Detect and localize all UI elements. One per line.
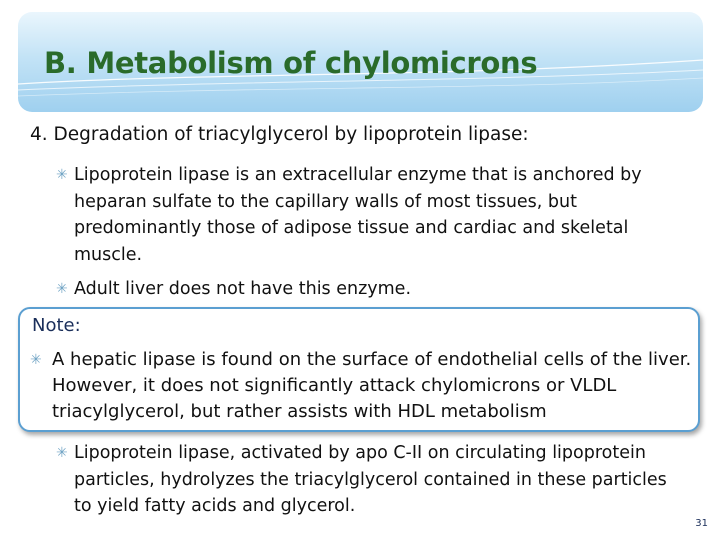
bullet-item: Lipoprotein lipase, activated by apo C-II on circulating lipoprotein particles, hydrolyzes the triacylglycerol contained in these particles to yield fatty acids and glycerol. xyxy=(74,443,667,516)
note-label: Note: xyxy=(32,315,81,336)
page-number: 31 xyxy=(695,518,708,529)
bullet-star-icon: ✳ xyxy=(30,352,42,368)
bullet-star-icon: ✳ xyxy=(56,167,68,183)
bullet-star-icon: ✳ xyxy=(56,445,68,461)
section-heading: 4. Degradation of triacylglycerol by lipoprotein lipase: xyxy=(30,124,529,145)
bullet-item: Adult liver does not have this enzyme. xyxy=(74,279,412,299)
note-box xyxy=(18,307,700,432)
title-banner xyxy=(18,12,703,112)
note-text: A hepatic lipase is found on the surface of endothelial cells of the liver. However, it does not significantly attack chylomicrons or VLDL triacylglycerol, but rather assists with HDL metabolism xyxy=(52,349,692,422)
slide-title: B. Metabolism of chylomicrons xyxy=(44,46,538,80)
bullet-star-icon: ✳ xyxy=(56,281,68,297)
bullet-item: Lipoprotein lipase is an extracellular enzyme that is anchored by heparan sulfate to the capillary walls of most tissues, but predominantly those of adipose tissue and cardiac and skeletal muscle. xyxy=(74,165,642,265)
